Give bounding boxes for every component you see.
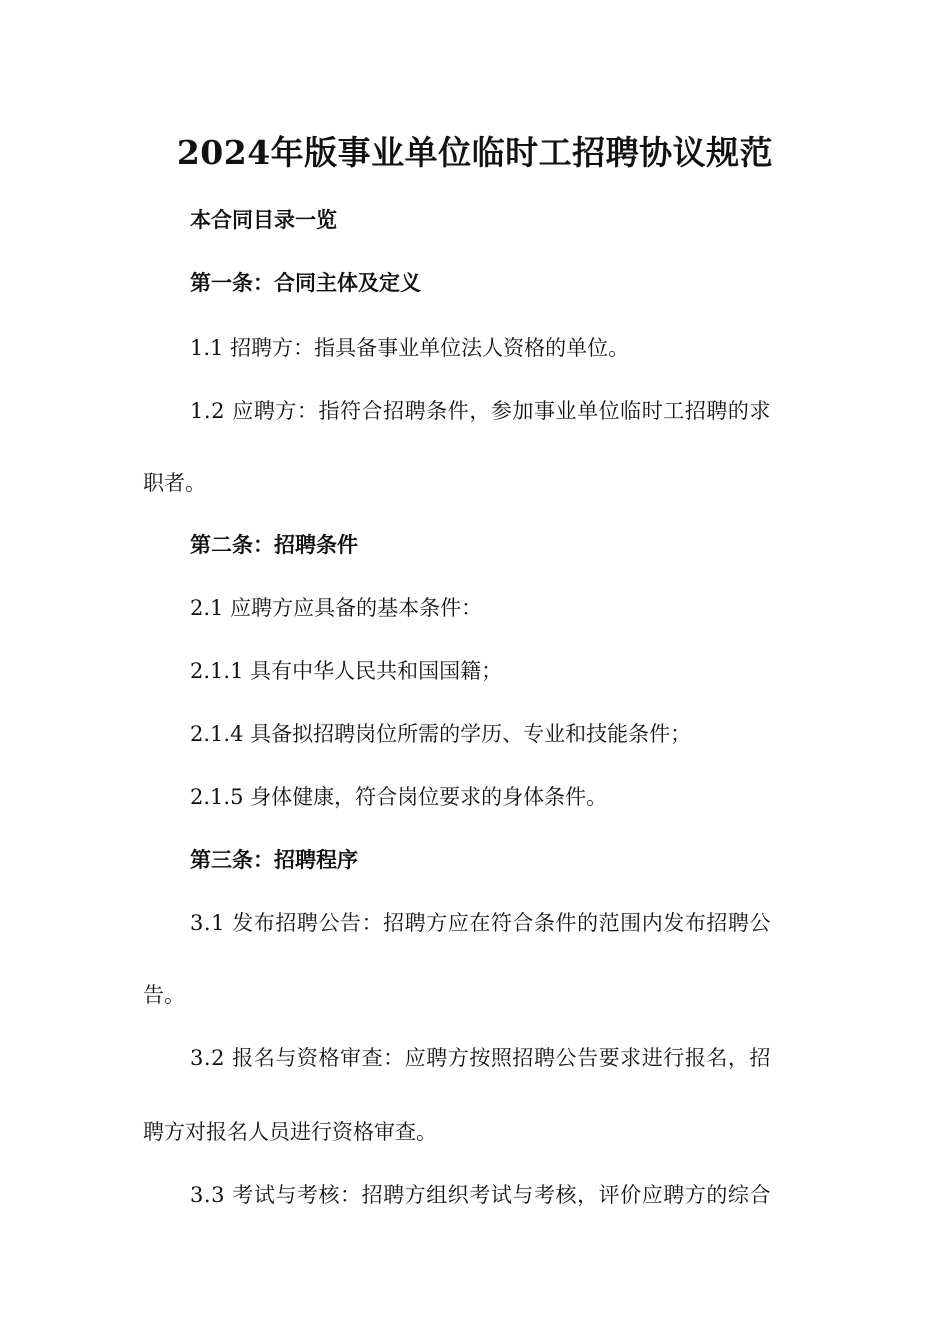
clause-3-1-line-1: 3.1 发布招聘公告：招聘方应在符合条件的范围内发布招聘公	[190, 911, 772, 935]
toc-heading: 本合同目录一览	[190, 207, 337, 232]
clause-3-2-line-1: 3.2 报名与资格审查：应聘方按照招聘公告要求进行报名，招	[190, 1046, 772, 1070]
article-1-heading: 第一条：合同主体及定义	[190, 270, 421, 295]
document-title: 2024年版事业单位临时工招聘协议规范	[176, 133, 774, 172]
clause-2-1-5: 2.1.5 身体健康，符合岗位要求的身体条件。	[190, 785, 608, 809]
clause-3-2-line-2: 聘方对报名人员进行资格审查。	[143, 1120, 437, 1144]
clause-3-3-line-1: 3.3 考试与考核：招聘方组织考试与考核，评价应聘方的综合	[190, 1183, 772, 1207]
clause-2-1-4: 2.1.4 具备拟招聘岗位所需的学历、专业和技能条件；	[190, 722, 692, 746]
clause-3-1-line-2: 告。	[143, 983, 185, 1007]
clause-2-1-1: 2.1.1 具有中华人民共和国国籍；	[190, 659, 503, 683]
clause-1-2-line-2: 职者。	[143, 471, 206, 495]
clause-1-1: 1.1 招聘方：指具备事业单位法人资格的单位。	[190, 336, 630, 360]
clause-2-1: 2.1 应聘方应具备的基本条件：	[190, 596, 483, 620]
article-3-heading: 第三条：招聘程序	[190, 847, 358, 872]
clause-1-2-line-1: 1.2 应聘方：指符合招聘条件，参加事业单位临时工招聘的求	[190, 399, 772, 423]
article-2-heading: 第二条：招聘条件	[190, 532, 358, 557]
